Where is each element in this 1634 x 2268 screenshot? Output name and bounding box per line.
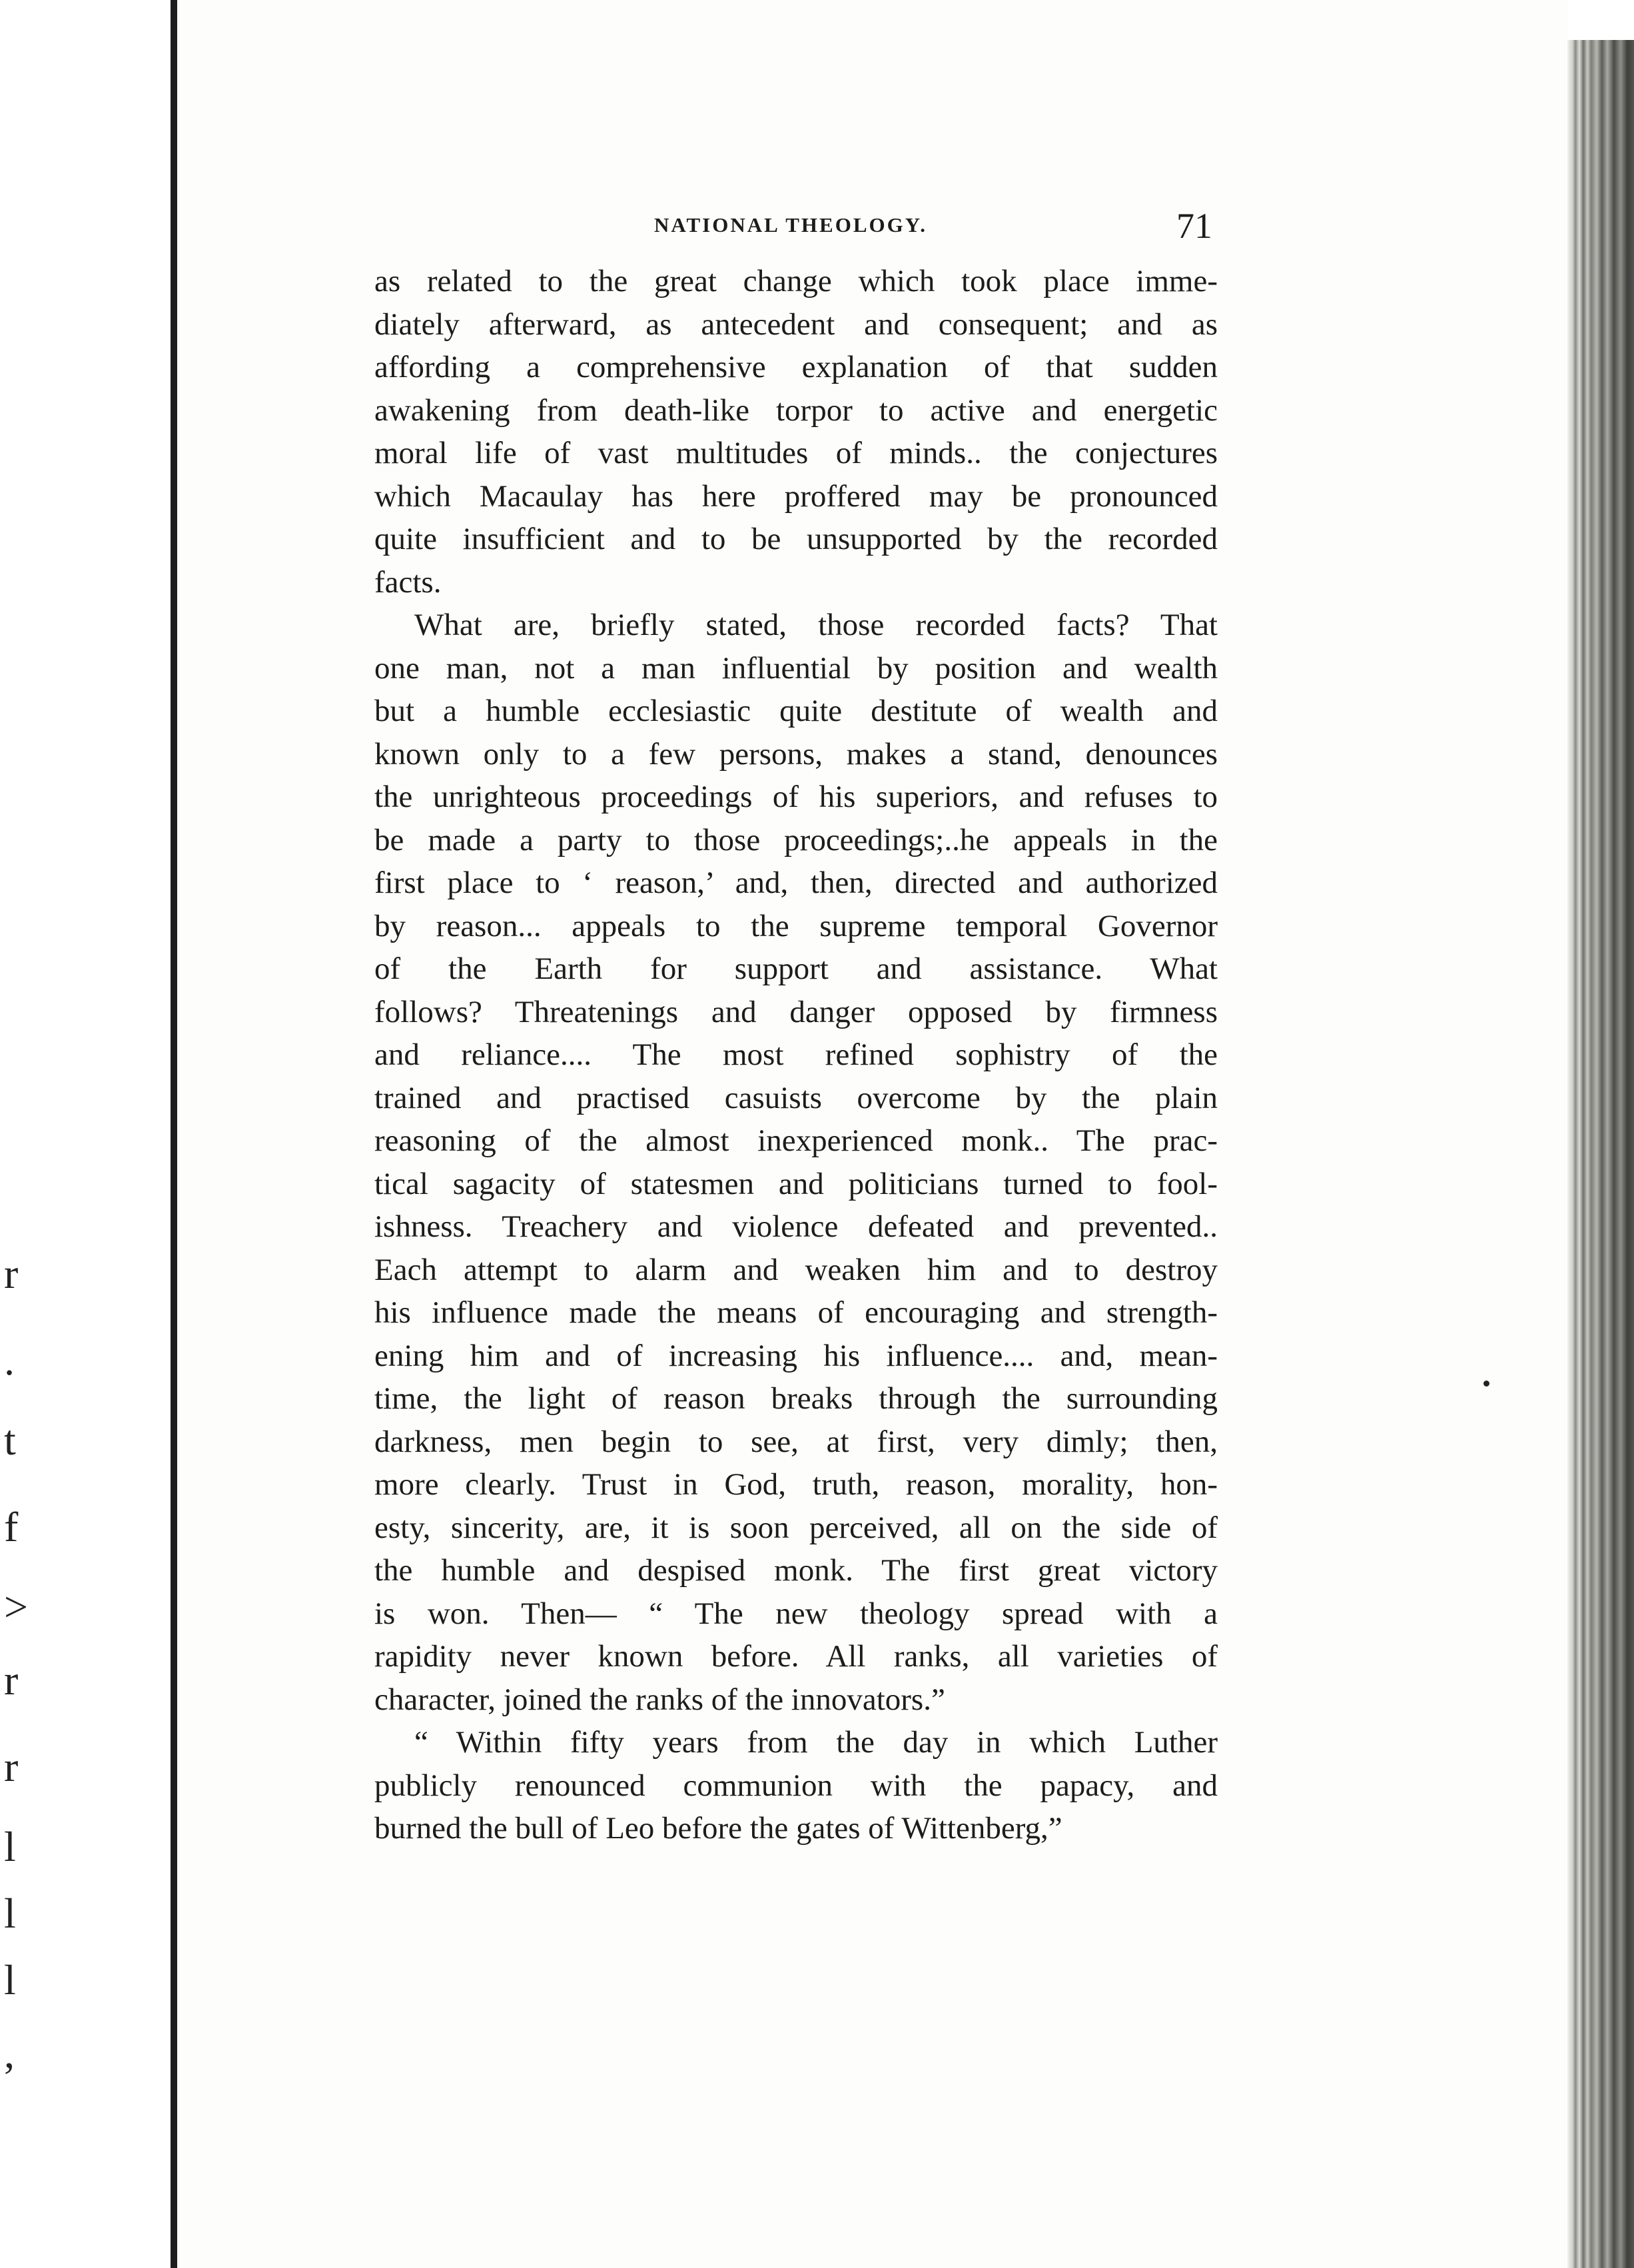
text-line: one man, not a man influential by position and wealth (374, 650, 1218, 686)
text-line: rapidity never known before. All ranks, all varieties of (374, 1639, 1218, 1674)
text-line: publicly renounced communion with the papacy, and (374, 1768, 1218, 1803)
facing-page-glyph: > (4, 1583, 29, 1630)
facing-page-glyph: l (4, 1956, 16, 2003)
text-line: is won. Then— “ The new theology spread with a (374, 1596, 1218, 1631)
text-line: What are, briefly stated, those recorded facts? That (414, 608, 1218, 642)
facing-page-glyph: l (4, 1823, 16, 1870)
text-line: “ Within fifty years from the day in which Luther (414, 1725, 1218, 1760)
running-head (374, 206, 1218, 246)
text-line: facts. (374, 564, 442, 600)
text-line: time, the light of reason breaks through the surrounding (374, 1381, 1218, 1416)
text-line: the humble and despised monk. The first great victory (374, 1553, 1218, 1588)
facing-page-fragments (0, 1250, 29, 2077)
page-number: 71 (1176, 206, 1212, 246)
text-line: affording a comprehensive explanation of that sudden (374, 350, 1218, 384)
binding-rule (171, 0, 177, 2268)
facing-page-glyph: r (4, 1656, 19, 1704)
text-line: the unrighteous proceedings of his superiors, and refuses to (374, 780, 1218, 814)
facing-page-glyph: f (4, 1503, 19, 1550)
left-margin (0, 0, 172, 2268)
facing-page-glyph: . (4, 1337, 15, 1384)
text-line: as related to the great change which took place imme- (374, 264, 1218, 298)
paragraph (374, 604, 1218, 1721)
ink-speck (1483, 1381, 1489, 1387)
text-line: awakening from death-like torpor to active and energetic (374, 392, 1218, 428)
text-line: be made a party to those proceedings;..he appeals in the (374, 822, 1218, 857)
text-line: ening him and of increasing his influence.... and, mean- (374, 1338, 1218, 1373)
facing-page-glyph: l (4, 1890, 16, 1937)
text-line: known only to a few persons, makes a stand, denounces (374, 736, 1218, 772)
text-line: his influence made the means of encouraging and strength- (374, 1295, 1218, 1330)
text-line: character, joined the ranks of the innovators.” (374, 1682, 945, 1717)
facing-page-glyph: r (4, 1743, 19, 1790)
text-line: trained and practised casuists overcome by the plain (374, 1080, 1218, 1115)
facing-page-glyph: r (4, 1250, 19, 1297)
page-edge-top (1567, 0, 1634, 40)
text-line: by reason... appeals to the supreme temporal Governor (374, 908, 1218, 943)
text-line: more clearly. Trust in God, truth, reason, morality, hon- (374, 1467, 1218, 1502)
text-line: and reliance.... The most refined sophistry of the (374, 1037, 1218, 1072)
text-line: ishness. Treachery and violence defeated and prevented.. (374, 1209, 1218, 1244)
text-line: diately afterward, as antecedent and consequent; and as (374, 306, 1218, 342)
text-line: of the Earth for support and assistance. What (374, 951, 1218, 986)
paragraph (374, 1721, 1218, 1850)
text-line: reasoning of the almost inexperienced monk.. The prac- (374, 1123, 1218, 1158)
page-edge-stack (1567, 0, 1634, 2268)
facing-page-glyph: t (4, 1417, 16, 1464)
text-line: Each attempt to alarm and weaken him and to destroy (374, 1252, 1218, 1287)
text-line: tical sagacity of statesmen and politicians turned to fool- (374, 1166, 1218, 1201)
paragraph (374, 260, 1218, 604)
facing-page-glyph: , (4, 2029, 15, 2077)
running-title: NATIONAL THEOLOGY. (654, 213, 928, 237)
text-line: but a humble ecclesiastic quite destitute of wealth and (374, 694, 1218, 728)
text-line: follows? Threatenings and danger opposed by firmness (374, 994, 1218, 1029)
text-line: quite insufficient and to be unsupported by the recorded (374, 522, 1218, 556)
text-line: which Macaulay has here proffered may be pronounced (374, 478, 1218, 514)
text-line: darkness, men begin to see, at first, very dimly; then, (374, 1424, 1218, 1459)
text-line: first place to ‘ reason,’ and, then, directed and authorized (374, 865, 1218, 900)
text-line: burned the bull of Leo before the gates of Wittenberg,” (374, 1811, 1062, 1846)
body-text (374, 260, 1218, 1850)
text-line: moral life of vast multitudes of minds.. the conjectures (374, 436, 1218, 470)
text-line: esty, sincerity, are, it is soon perceived, all on the side of (374, 1510, 1218, 1545)
